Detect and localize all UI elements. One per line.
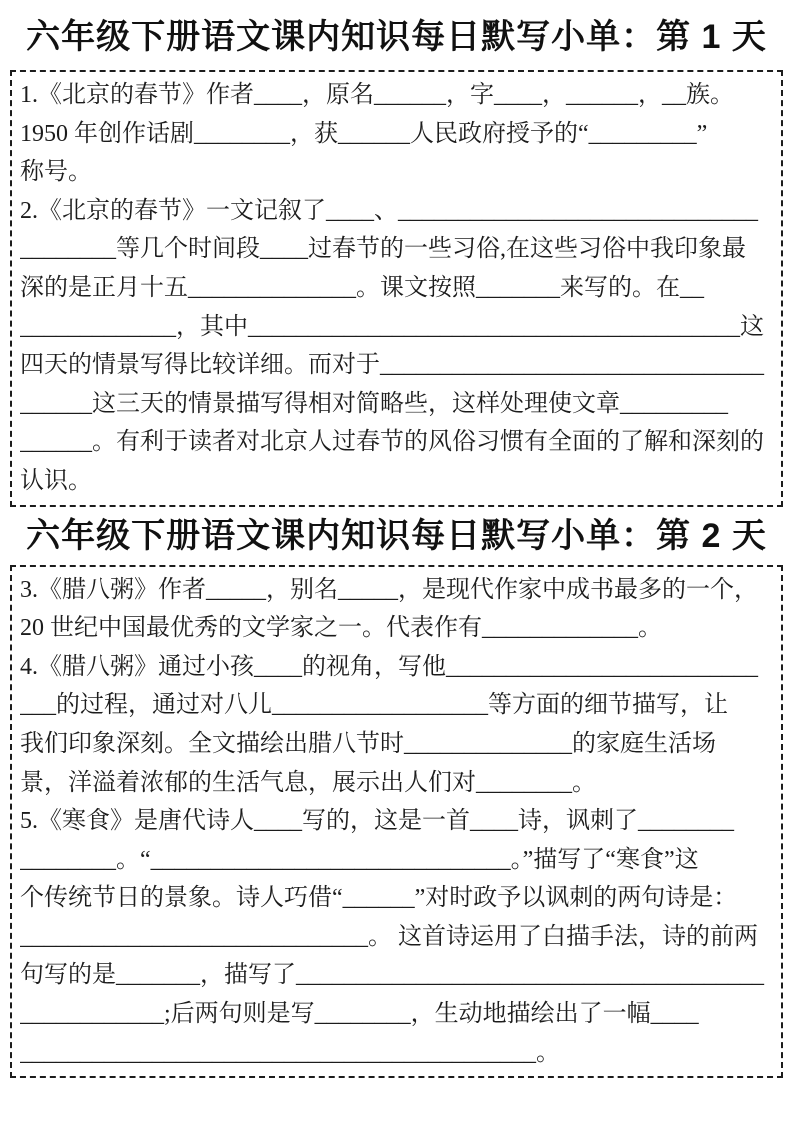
worksheet-line: ___________________________________________。 [20, 1039, 560, 1066]
worksheet-line: 3.《腊八粥》作者_____，别名_____，是现代作家中成书最多的一个， [20, 576, 758, 603]
worksheet-line: ______。有利于读者对北京人过春节的风俗习惯有全面的了解和深刻的 [20, 429, 764, 456]
worksheet-line: 1.《北京的春节》作者____，原名______，字____，______，__族。 [20, 82, 734, 108]
worksheet-line: 1950 年创作话剧________，获______人民政府授予的“_________” [20, 120, 708, 147]
worksheet-line: ________等几个时间段____过春节的一些习俗,在这些习俗中我印象最 [20, 236, 746, 263]
worksheet-line: 四天的情景写得比较详细。而对于________________________________ [20, 352, 764, 379]
worksheet-section-day1 [0, 14, 793, 507]
day2-question-box [10, 565, 783, 1079]
worksheet-line: ___的过程，通过对八儿__________________等方面的细节描写，让 [20, 692, 728, 719]
worksheet-line: 5.《寒食》是唐代诗人____写的，这是一首____诗，讽刺了________ [20, 808, 734, 835]
worksheet-line: 称号。 [20, 159, 92, 186]
day1-title: 六年级下册语文课内知识每日默写小单：第 1 天 [26, 18, 767, 56]
worksheet-section-day2 [0, 513, 793, 1079]
worksheet-line: _____________，其中_________________________________________这 [20, 313, 764, 340]
worksheet-line: 4.《腊八粥》通过小孩____的视角，写他__________________________ [20, 653, 758, 680]
worksheet-line: 深的是正月十五______________。课文按照_______来写的。在__ [20, 274, 704, 301]
worksheet-line: 句写的是_______，描写了_______________________________________ [20, 962, 764, 989]
worksheet-line: _____________________________。 这首诗运用了白描手法，诗的前两 [20, 923, 758, 950]
day2-title: 六年级下册语文课内知识每日默写小单：第 2 天 [26, 516, 767, 555]
worksheet-line: 我们印象深刻。全文描绘出腊八节时______________的家庭生活场 [20, 730, 716, 757]
worksheet-line: ____________;后两句则是写________，生动地描绘出了一幅____ [20, 1001, 699, 1028]
worksheet-line: ______这三天的情景描写得相对简略些，这样处理使文章_________ [20, 390, 728, 417]
worksheet-line: 认识。 [20, 467, 92, 494]
day1-question-box [10, 70, 783, 507]
worksheet-line: 个传统节日的景象。诗人巧借“______”对时政予以讽刺的两句诗是： [20, 885, 738, 912]
worksheet-line: 20 世纪中国最优秀的文学家之一。代表作有_____________。 [20, 615, 662, 642]
worksheet-line: 景，洋溢着浓郁的生活气息，展示出人们对________。 [20, 769, 596, 796]
worksheet-line: ________。“______________________________。”描写了“寒食”这 [20, 846, 699, 873]
worksheet-line: 2.《北京的春节》一文记叙了____、______________________________ [20, 197, 758, 224]
